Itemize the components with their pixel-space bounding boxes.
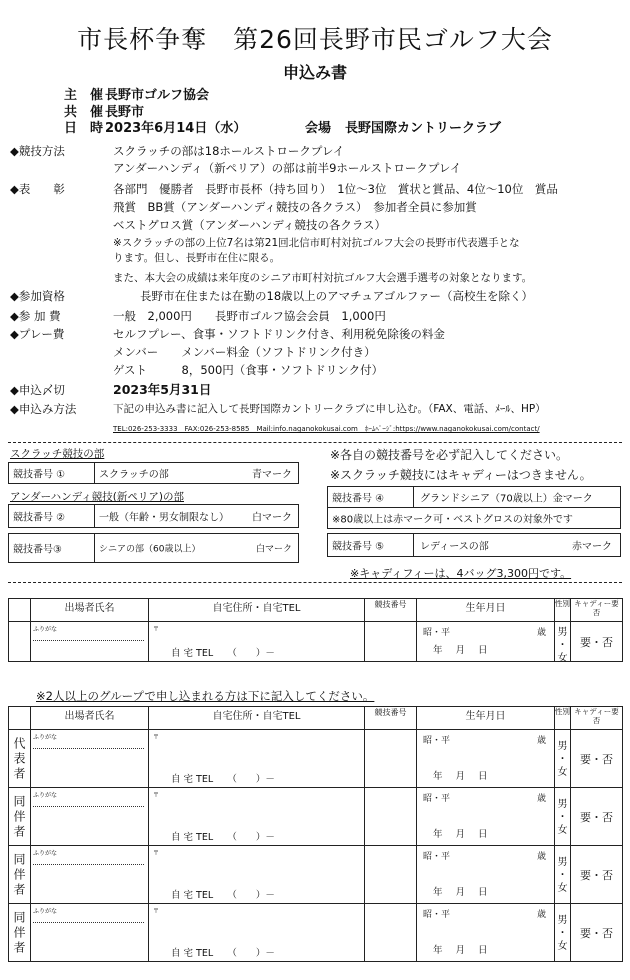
header-address: 自宅住所・自宅TEL: [149, 707, 365, 730]
divider: [8, 582, 622, 583]
birthdate-field[interactable]: [417, 622, 555, 662]
address-field[interactable]: [149, 730, 365, 788]
address-field[interactable]: [149, 846, 365, 904]
header-name: 出場者氏名: [31, 707, 149, 730]
tee-mark: 白マーク: [252, 512, 292, 524]
page-title: 市長杯争奪 第26回長野市民ゴルフ大会: [77, 25, 553, 54]
group-note: ※2人以上のグループで申し込まれる方は下に記入してください。: [36, 689, 375, 703]
header-address: 自宅住所・自宅TEL: [149, 599, 365, 622]
postal-mark: 〒: [153, 626, 160, 633]
tee-mark: 赤マーク: [572, 541, 612, 553]
header-birthdate: 生年月日: [417, 707, 555, 730]
venue-label: 会場: [305, 121, 332, 136]
table-row: [9, 846, 623, 904]
category-number: 競技番号 ⑤: [332, 541, 385, 553]
form-subtitle: 申込み書: [282, 63, 347, 82]
caddie-field[interactable]: [571, 904, 623, 962]
caddie-options: 要・否: [580, 810, 613, 824]
ymd-label: 年 月 日: [433, 829, 488, 840]
caddie-options: 要・否: [580, 868, 613, 882]
age-label: 歳: [536, 852, 546, 862]
category-number-field[interactable]: [365, 904, 417, 962]
age-label: 歳: [536, 910, 546, 920]
postal-mark: 〒: [153, 792, 160, 799]
tee-mark: 青マーク: [252, 469, 292, 481]
category-name: グランドシニア（70歳以上）金マーク: [420, 493, 593, 505]
deadline-heading: ◆申込〆切: [10, 383, 65, 397]
ymd-label: 年 月 日: [433, 887, 488, 898]
award-line: 飛賞 BB賞（アンダーハンディ競技の各クラス） 参加者全員に参加賞: [113, 200, 477, 214]
ymd-label: 年 月 日: [433, 771, 488, 782]
apply-heading: ◆申込み方法: [10, 402, 77, 416]
category-box-2: [8, 504, 299, 528]
play-fee-line: セルフプレー、食事・ソフトドリンク付き、利用税免除後の料金: [113, 327, 445, 341]
sex-options: 男 ・ 女: [557, 857, 568, 894]
header-caddie: キャディー要 否: [571, 707, 623, 730]
sex-field[interactable]: [555, 622, 571, 662]
date-label: 日 時: [64, 121, 104, 136]
era-label: 昭・平: [423, 910, 451, 920]
divider: [8, 442, 622, 443]
scratch-title: スクラッチ競技の部: [10, 448, 105, 460]
header-category: 競技番号: [365, 707, 417, 730]
category-number: 競技番号 ①: [13, 469, 66, 481]
venue-value: 長野国際カントリークラブ: [345, 121, 502, 136]
deadline-value: 2023年5月31日: [113, 382, 212, 397]
fee-heading: ◆参 加 費: [10, 309, 61, 323]
tel-label: 自 宅 TEL （ ）－: [171, 832, 275, 843]
tel-label: 自 宅 TEL （ ）－: [171, 948, 275, 959]
method-heading: ◆競技方法: [10, 144, 65, 158]
table-row: [9, 904, 623, 962]
category-name: スクラッチの部: [99, 469, 169, 481]
note-caddie: ※スクラッチ競技にはキャディーはつきません。: [330, 468, 592, 482]
apply-text: 下記の申込み書に記入して長野国際カントリークラブに申し込む。（FAX、電話、ﾒｰﾙ、HP）: [113, 403, 546, 415]
era-label: 昭・平: [423, 852, 451, 862]
category-name: シニアの部（60歳以上）: [99, 544, 201, 555]
tel-label: 自 宅 TEL （ ）－: [171, 648, 275, 659]
furigana-label: ふりがな: [33, 626, 58, 633]
award-line: ります。但し、長野市在住に限る。: [113, 252, 281, 264]
method-line: スクラッチの部は18ホールストロークプレイ: [113, 144, 345, 158]
address-field[interactable]: [149, 622, 365, 662]
address-field[interactable]: [149, 904, 365, 962]
entry-table-single: [8, 598, 623, 662]
category-box-3: [8, 533, 299, 563]
caddie-field[interactable]: [571, 622, 623, 662]
header-name: 出場者氏名: [31, 599, 149, 622]
sex-options: 男 ・ 女: [557, 799, 568, 836]
category-name: 一般（年齢・男女制限なし）: [99, 512, 229, 524]
category-number: 競技番号 ②: [13, 512, 66, 524]
header-caddie: キャディー要 否: [571, 599, 623, 622]
row-role: 同 伴 者: [13, 910, 26, 954]
tel-label: 自 宅 TEL （ ）－: [171, 890, 275, 901]
contact-info: TEL:026-253-3333 FAX:026-253-8585 Mail:info.naganokokusai.com ﾎｰﾑﾍﾟｰｼﾞ:https://www.naganokokusai.com/contact/: [113, 425, 540, 433]
birthdate-field[interactable]: [417, 730, 555, 788]
row-role: 同 伴 者: [13, 794, 26, 838]
sex-field[interactable]: [555, 846, 571, 904]
cohost-value: 長野市: [105, 105, 145, 120]
postal-mark: 〒: [153, 850, 160, 857]
era-label: 昭・平: [423, 794, 451, 804]
furigana-label: ふりがな: [33, 908, 58, 915]
row-role: 同 伴 者: [13, 852, 26, 896]
sex-options: 男 ・ 女: [557, 627, 568, 664]
age-label: 歳: [536, 628, 546, 638]
sex-options: 男 ・ 女: [557, 741, 568, 778]
host-label: 主 催: [64, 88, 104, 103]
tee-mark: 白マーク: [255, 544, 292, 555]
era-label: 昭・平: [423, 736, 451, 746]
caddie-field[interactable]: [571, 788, 623, 846]
sex-field[interactable]: [555, 788, 571, 846]
play-fee-line: メンバー メンバー料金（ソフトドリンク付き）: [113, 345, 376, 359]
header-sex: 性別: [555, 599, 571, 622]
category-number-field[interactable]: [365, 846, 417, 904]
caddie-field[interactable]: [571, 846, 623, 904]
category-number-field[interactable]: [365, 622, 417, 662]
category-number: 競技番号 ④: [332, 493, 385, 505]
play-fee-line: ゲスト 8，500円（食事・ソフトドリンク付）: [113, 363, 384, 377]
birthdate-field[interactable]: [417, 788, 555, 846]
fee-text: 一般 2,000円 長野市ゴルフ協会会員 1,000円: [113, 309, 386, 323]
table-row: [9, 788, 623, 846]
category-box-4: [327, 486, 621, 508]
award-line: ※スクラッチの部の上位7名は第21回北信市町村対抗ゴルフ大会の長野市代表選手とな: [113, 237, 520, 249]
award-line: ベストグロス賞（アンダーハンディ競技の各クラス）: [113, 218, 387, 232]
host-value: 長野市ゴルフ協会: [105, 88, 210, 103]
caddie-options: 要・否: [580, 926, 613, 940]
header-category: 競技番号: [365, 599, 417, 622]
entry-table-group: [8, 706, 623, 962]
sex-field[interactable]: [555, 730, 571, 788]
caddie-fee-note: ※キャディフィーは、4バッグ3,300円です。: [350, 567, 572, 580]
category-note-box: [327, 507, 621, 529]
address-field[interactable]: [149, 788, 365, 846]
header-birthdate: 生年月日: [417, 599, 555, 622]
furigana-label: ふりがな: [33, 792, 58, 799]
sex-field[interactable]: [555, 904, 571, 962]
age-label: 歳: [536, 736, 546, 746]
tel-label: 自 宅 TEL （ ）－: [171, 774, 275, 785]
award-heading: ◆表 彰: [10, 182, 65, 196]
category-box-5: [327, 533, 621, 557]
category-number-field[interactable]: [365, 788, 417, 846]
note-number: ※各自の競技番号を必ず記入してください。: [330, 448, 569, 462]
table-row: [9, 730, 623, 788]
postal-mark: 〒: [153, 908, 160, 915]
qualification-heading: ◆参加資格: [10, 289, 65, 303]
age-label: 歳: [536, 794, 546, 804]
furigana-label: ふりがな: [33, 734, 58, 741]
name-field[interactable]: [31, 730, 149, 788]
caddie-options: 要・否: [580, 752, 613, 766]
category-number-field[interactable]: [365, 730, 417, 788]
award-line: また、本大会の成績は来年度のシニア市町村対抗ゴルフ大会選手選考の対象となります。: [113, 272, 533, 284]
caddie-field[interactable]: [571, 730, 623, 788]
method-line: アンダーハンディ（新ペリア）の部は前半9ホールストロークプレイ: [113, 161, 462, 175]
name-field[interactable]: [31, 846, 149, 904]
era-label: 昭・平: [423, 628, 451, 638]
category-number: 競技番号③: [13, 544, 62, 556]
header-sex: 性別: [555, 707, 571, 730]
category-box-1: [8, 462, 299, 484]
ymd-label: 年 月 日: [433, 645, 488, 656]
row-role: 代 表 者: [13, 736, 26, 780]
postal-mark: 〒: [153, 734, 160, 741]
date-value: 2023年6月14日（水）: [105, 121, 247, 136]
caddie-options: 要・否: [580, 635, 613, 649]
cohost-label: 共 催: [64, 105, 104, 120]
sex-options: 男 ・ 女: [557, 915, 568, 952]
play-fee-heading: ◆プレー費: [10, 327, 65, 341]
ymd-label: 年 月 日: [433, 945, 488, 956]
name-field[interactable]: [31, 788, 149, 846]
qualification-text: 長野市在住または在勤の18歳以上のアマチュアゴルファー（高校生を除く）: [140, 289, 533, 303]
table-row: [9, 622, 623, 662]
name-field[interactable]: [31, 622, 149, 662]
award-line: 各部門 優勝者 長野市長杯（持ち回り） 1位～3位 賞状と賞品、4位～10位 賞品: [113, 182, 558, 196]
birthdate-field[interactable]: [417, 904, 555, 962]
category-note: ※80歳以上は赤マーク可・ベストグロスの対象外です: [332, 514, 573, 526]
birthdate-field[interactable]: [417, 846, 555, 904]
under-handicap-title: アンダーハンディ競技(新ペリア)の部: [10, 491, 184, 503]
furigana-label: ふりがな: [33, 850, 58, 857]
category-name: レディースの部: [420, 541, 489, 553]
name-field[interactable]: [31, 904, 149, 962]
